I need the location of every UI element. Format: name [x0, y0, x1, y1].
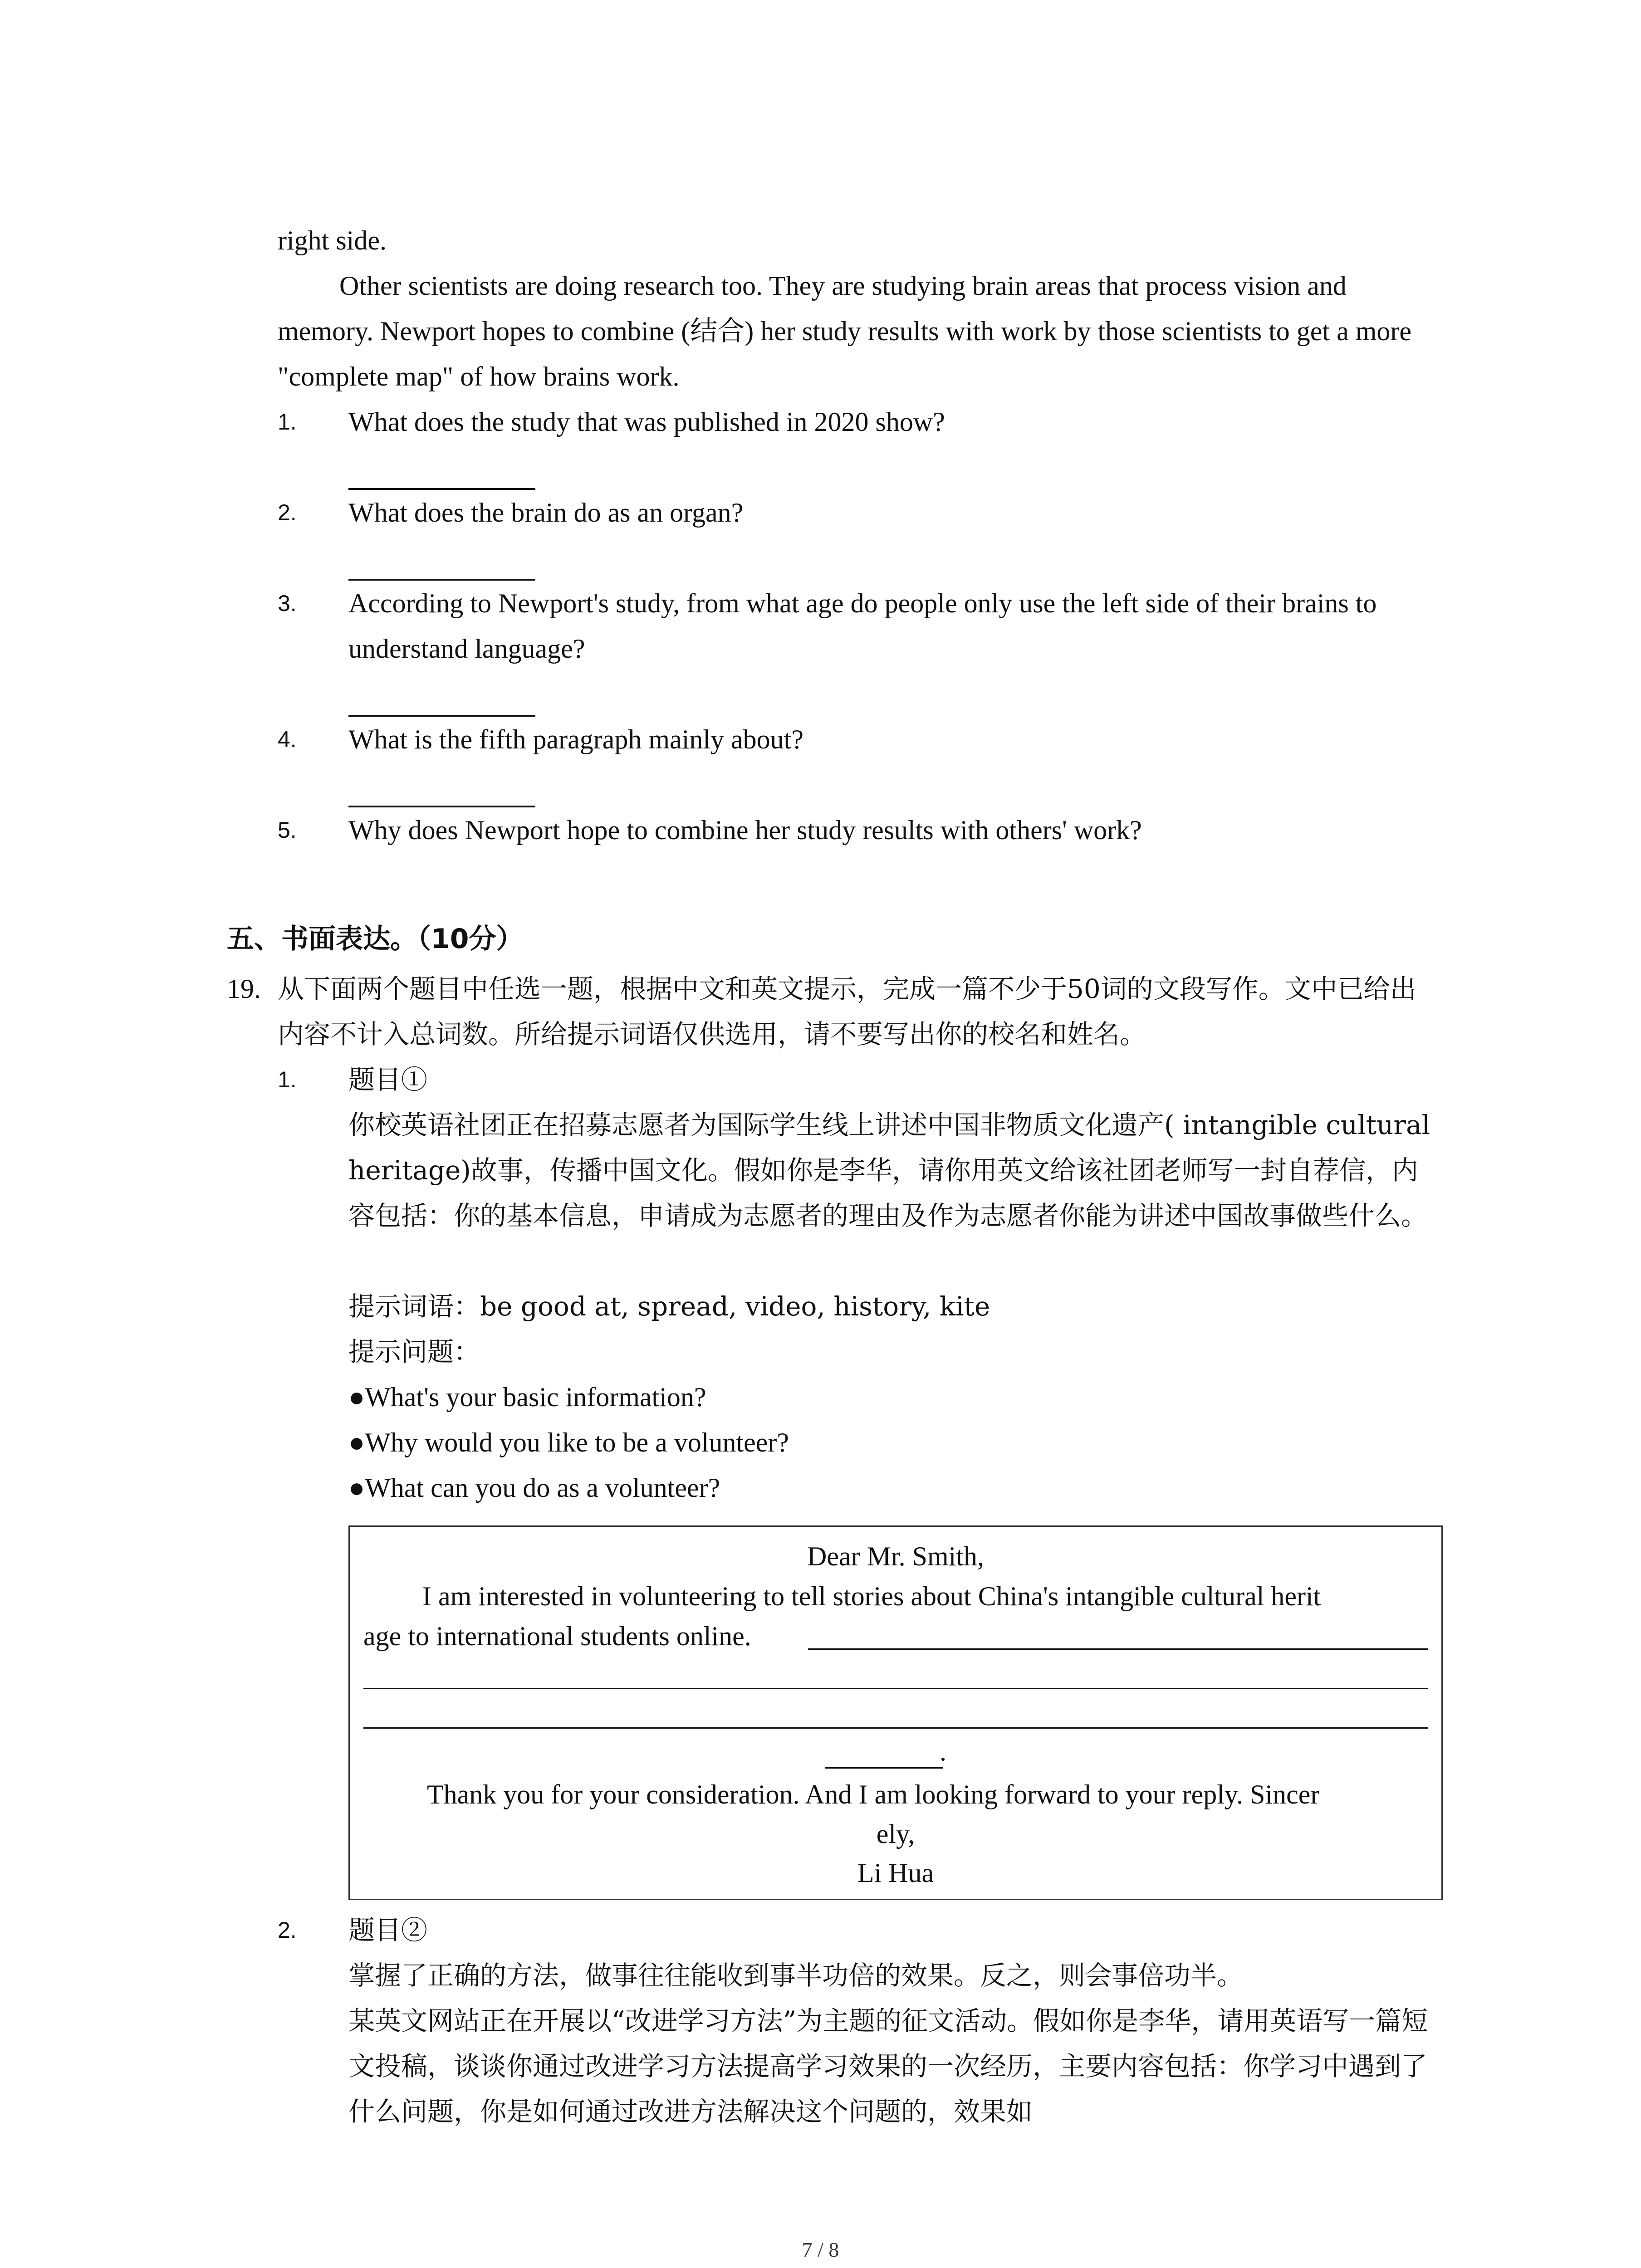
question-number: 3.	[278, 591, 297, 616]
section-instruction: 从下面两个题目中任选一题，根据中文和英文提示，完成一篇不少于50词的文段写作。文中已给出内容不计入总词数。所给提示词语仅供选用，请不要写出你的校名和姓名。	[278, 973, 1416, 1050]
writing-line[interactable]	[363, 1688, 1428, 1689]
question-text: What does the study that was published in 2020 show?	[348, 407, 945, 437]
letter-greeting: Dear Mr. Smith,	[807, 1541, 984, 1571]
letter-signature: Li Hua	[857, 1858, 934, 1888]
letter-box	[348, 1525, 1443, 1900]
section-heading: 五、书面表达。（10分）	[227, 923, 524, 955]
topic-description: 某英文网站正在开展以“改进学习方法”为主题的征文活动。假如你是李华，请用英语写一篇短文投稿，谈谈你通过改进学习方法提高学习效果的一次经历，主要内容包括：你学习中遇到了什么问题，你是如何通过改进方法解决这个问题的，效果如	[348, 2005, 1428, 2127]
page-number: 7 / 8	[802, 2238, 839, 2261]
question-number: 2.	[278, 500, 297, 525]
question-number-19: 19.	[227, 974, 261, 1004]
question-text: Why does Newport hope to combine her study results with others' work?	[348, 815, 1142, 845]
passage-line: right side.	[278, 225, 387, 255]
letter-line: I am interested in volunteering to tell stories about China's intangible cultural herit	[422, 1581, 1321, 1611]
writing-line[interactable]	[808, 1648, 1428, 1650]
topic-title: 题目②	[348, 1915, 428, 1945]
topic-title: 题目①	[348, 1064, 428, 1095]
question-text: According to Newport's study, from what age do people only use the left side of their brains to understand language?	[348, 588, 1377, 664]
letter-line: age to international students online.	[363, 1621, 751, 1651]
hint-words: 提示词语：be good at, spread, video, history, kite	[348, 1291, 990, 1322]
topic-description: 你校英语社团正在招募志愿者为国际学生线上讲述中国非物质文化遗产( intangible cultural heritage)故事，传播中国文化。假如你是李华，请你用英文给该社团老师写一封自荐信，内容包括：你的基本信息，申请成为志愿者的理由及作为志愿者你能为讲述中国故事做些什么。	[348, 1110, 1430, 1231]
hint-question: ●What can you do as a volunteer?	[348, 1473, 720, 1503]
topic-intro: 掌握了正确的方法，做事往往能收到事半功倍的效果。反之，则会事倍功半。	[348, 1960, 1244, 1991]
hint-questions-label: 提示问题：	[348, 1336, 480, 1367]
question-number: 5.	[278, 817, 297, 843]
writing-line[interactable]	[825, 1767, 943, 1769]
letter-closing: Thank you for your consideration. And I am looking forward to your reply. Sincer	[427, 1779, 1320, 1809]
writing-line[interactable]	[363, 1727, 1428, 1729]
hint-question: ●Why would you like to be a volunteer?	[348, 1427, 789, 1457]
topic-number: 2.	[278, 1917, 297, 1943]
letter-end-period: .	[940, 1736, 946, 1766]
topic-number: 1.	[278, 1067, 297, 1092]
question-text: What does the brain do as an organ?	[348, 498, 744, 528]
question-number: 4.	[278, 727, 297, 752]
hint-question: ●What's your basic information?	[348, 1382, 706, 1412]
passage-paragraph: Other scientists are doing research too. They are studying brain areas that process vision and memory. Newport hopes to combine (结合) her study results with work by those scientists to get a more "complete map" of how brains work.	[278, 271, 1411, 391]
question-text: What is the fifth paragraph mainly about?	[348, 724, 803, 754]
letter-closing: ely,	[876, 1819, 915, 1849]
question-number: 1.	[278, 409, 297, 435]
